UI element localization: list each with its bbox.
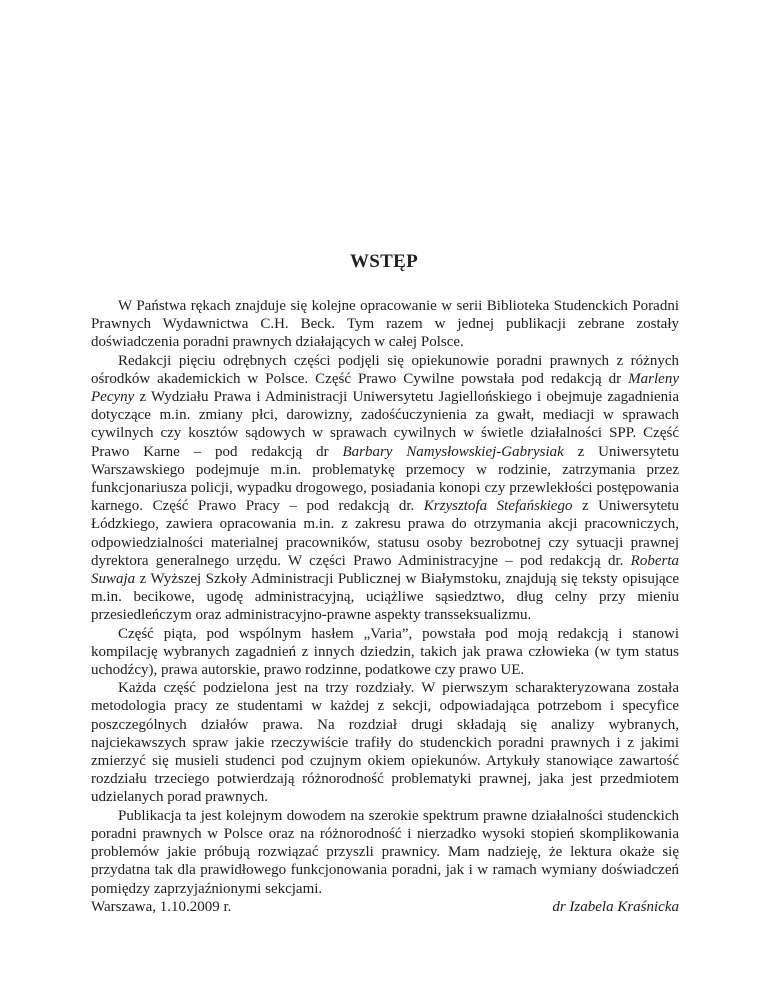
editor-name: Roberta Suwaja [91, 552, 679, 588]
text-run: z Wydziału Prawa i Administracji Uniwersytetu Jagiellońskiego i obejmuje zagadnienia dotyczące m.in. zmiany płci, darowizny, zadośćuczynienia za gwałt, mediacji w sprawach cywilnych czy kosztów sądowych w sprawach cywilnych w świetle działalności SPP. Część Prawo Karne – pod redakcją dr [91, 389, 679, 460]
text-run: Każda część podzielona jest na trzy rozdziały. W pierwszym scharakteryzowana została metodologia pracy ze studentami w każdej z sekcji, odpowiadająca potrzebom i specyfice poszczególnych działów prawa. Na rozdział drugi składają się analizy wybranych, najciekawszych spraw jakie rzeczywiście trafiły do studenckich poradni prawnych i z jakimi zmierzyć się musieli studenci pod czujnym okiem opiekunów. Artykuły stanowiące zawartość rozdziału trzeciego potwierdzają różnorodność problematyki prawnej, jaka jest przedmiotem udzielanych porad prawnych. [91, 680, 679, 806]
page-title: WSTĘP [349, 251, 419, 272]
editor-name: Krzysztofa Stefańskiego [423, 498, 573, 515]
editor-name: Barbary Namysłowskiej-Gabrysiak [342, 443, 564, 460]
text-run: z Uniwersytetu Łódzkiego, zawiera opracowania m.in. z zakresu prawa do otrzymania akcji pracowniczych, odpowiedzialności materialnej pracowników, statusu osoby bezrobotnej czy sytuacji prawnej dyrektora generalnego urzędu. W części Prawo Administracyjne – pod redakcją dr. [91, 498, 679, 569]
place-date: Warszawa, 1.10.2009 r. [91, 899, 232, 915]
text-run: W Państwa rękach znajduje się kolejne opracowanie w serii Biblioteka Studenckich Poradni Prawnych Wydawnictwa C.H. Beck. Tym razem w jednej publikacji zebrane zostały doświadczenia poradni prawnych działających w całej Polsce. [91, 298, 679, 351]
paragraph [91, 352, 679, 625]
text-run: z Wyższej Szkoły Administracji Publicznej w Białymstoku, znajdują się teksty opisujące m.in. becikowe, ugodę administracyjną, uciążliwe sąsiedztwo, dług celny przy mieniu przesiedleńczym oraz administracyjno-prawne aspekty transseksualizmu. [91, 571, 679, 624]
paragraph [91, 679, 679, 806]
text-run: Część piąta, pod wspólnym hasłem „Varia”, powstała pod moją redakcją i stanowi kompilację wybranych zagadnień z innych dziedzin, takich jak prawa człowieka (w tym status uchodźcy), prawa autorskie, prawo rodzinne, podatkowe czy prawo UE. [91, 625, 679, 679]
editor-name: Marleny Pecyny [91, 370, 679, 406]
signature-line [91, 899, 679, 916]
introduction-body [91, 297, 679, 898]
paragraph [91, 807, 679, 898]
paragraph [91, 297, 679, 352]
author-name: dr Izabela Kraśnicka [552, 899, 679, 915]
paragraph [91, 625, 679, 680]
text-run: Redakcji pięciu odrębnych części podjęli się opiekunowie poradni prawnych z różnych ośrodków akademickich w Polsce. Część Prawo Cywilne powstała pod redakcją dr [91, 352, 679, 387]
text-run: Publikacja ta jest kolejnym dowodem na szerokie spektrum prawne działalności studenckich poradni prawnych w Polsce oraz na różnorodność i nierzadko wysoki stopień skomplikowania problemów jakie próbują rozwiązać przyszli prawnicy. Mam nadzieję, że lektura okaże się przydatna tak dla prawidłowego funkcjonowania poradni, jak i w ramach wymiany doświadczeń pomiędzy zaprzyjaźnionymi sekcjami. [91, 807, 679, 897]
text-run: z Uniwersytetu Warszawskiego podejmuje m.in. problematykę przemocy w rodzinie, zatrzymania przez funkcjonariusza policji, wypadku drogowego, posiadania konopi czy przewlekłości postępowania karnego. Część Prawo Pracy – pod redakcją dr. [91, 443, 679, 515]
